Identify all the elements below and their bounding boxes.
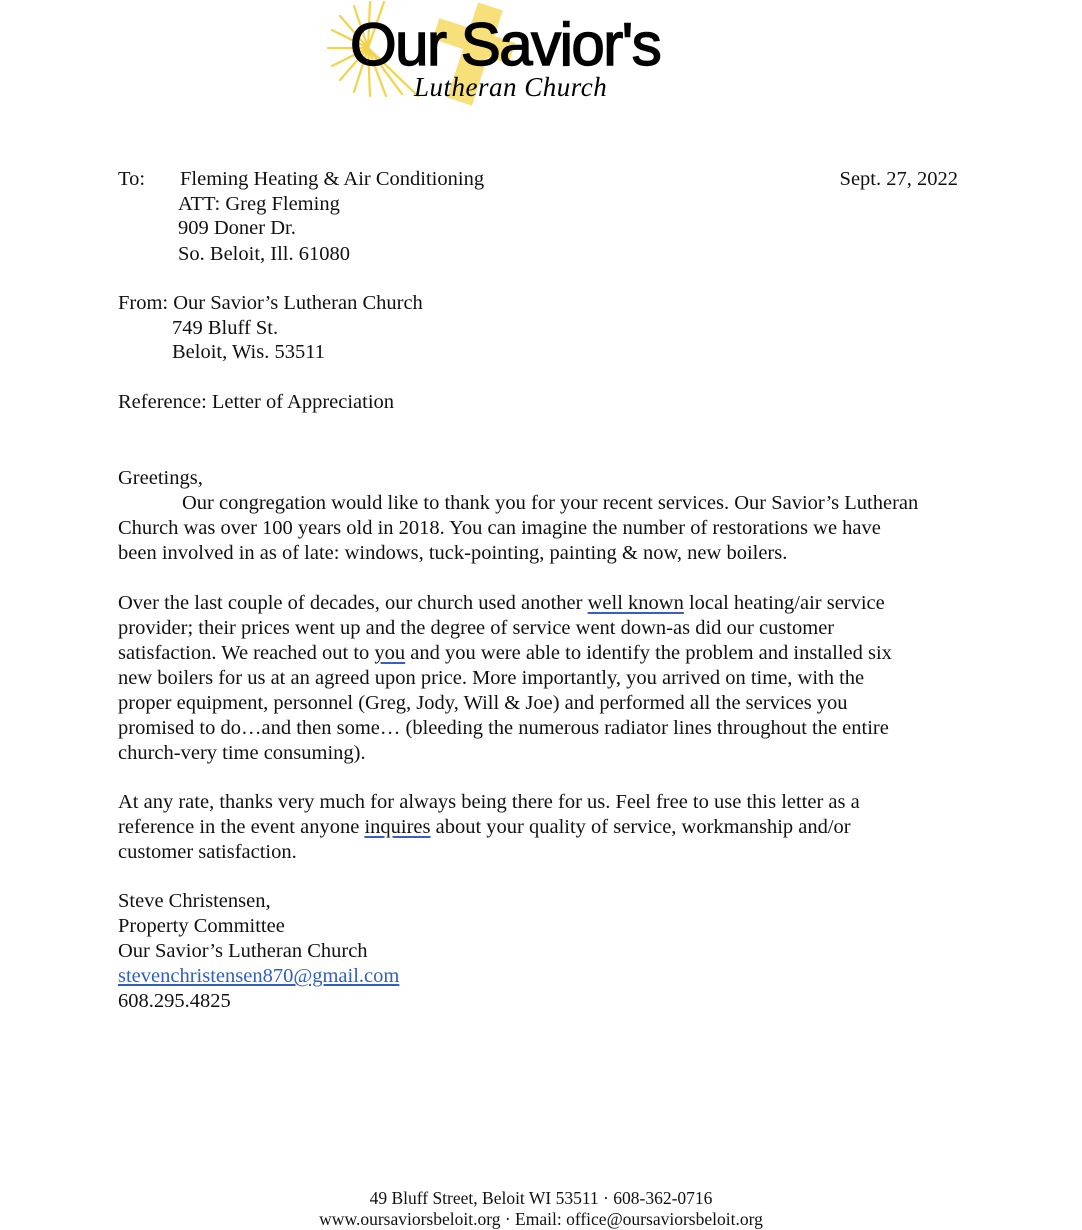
text-run: about your quality of service, workmanship and/or [430,816,851,838]
reference-line: Reference: Letter of Appreciation [118,391,395,413]
grammar-flag-well-known[interactable]: well known [587,592,684,614]
signer-phone: 608.295.4825 [118,990,231,1012]
paragraph-line: been involved in as of late: windows, tuck-pointing, painting & now, new boilers. [118,542,788,564]
footer-address: 49 Bluff Street, Beloit WI 53511 · 608-362-0716 [369,1188,713,1208]
signature-block [118,889,968,1014]
recipient-city: So. Beloit, Ill. 61080 [178,243,350,265]
text-run: satisfaction. We reached out to [118,642,375,664]
grammar-flag-inquires[interactable]: inquires [364,816,431,838]
paragraph-line [118,641,968,666]
logo-wordmark: Our Savior's [350,11,661,78]
paragraph-line: proper equipment, personnel (Greg, Jody, Will & Joe) and performed all the services you [118,692,848,714]
sender-name: From: Our Savior’s Lutheran Church [118,292,423,314]
paragraph-closing [118,790,968,865]
paragraph-line [118,591,968,616]
greeting: Greetings, [118,467,203,489]
footer-contact: www.oursaviorsbeloit.org · Email: office@oursaviorsbeloit.org [319,1209,763,1229]
to-label: To: [118,168,146,190]
paragraph-line: new boilers for us at an agreed upon price. More importantly, you arrived on time, with the [118,667,865,689]
recipient-street: 909 Doner Dr. [178,217,296,239]
church-logo [322,0,682,108]
sender-city: Beloit, Wis. 53511 [172,341,325,363]
signer-org: Our Savior’s Lutheran Church [118,940,368,962]
paragraph-service [118,591,968,766]
sender-street: 749 Bluff St. [172,317,279,339]
recipient-company: Fleming Heating & Air Conditioning [180,168,485,190]
signer-email-link[interactable]: stevenchristensen870@gmail.com [118,965,400,987]
grammar-flag-you[interactable]: you [374,642,406,664]
text-run: local heating/air service [683,592,885,614]
text-run: and you were able to identify the problem and installed six [405,642,892,664]
paragraph-intro [118,466,968,566]
paragraph-line: promised to do…and then some… (bleeding the numerous radiator lines throughout the entire [118,717,889,739]
paragraph-line: customer satisfaction. [118,841,297,863]
paragraph-line: provider; their prices went up and the degree of service went down-as did our customer [118,617,835,639]
recipient-attention: ATT: Greg Fleming [178,193,340,215]
paragraph-line [118,815,968,840]
paragraph-line: Our congregation would like to thank you for your recent services. Our Savior’s Lutheran [182,492,919,514]
logo-subtitle: Lutheran Church [414,72,608,102]
paragraph-line: Church was over 100 years old in 2018. You can imagine the number of restorations we have [118,517,881,539]
signer-name: Steve Christensen, [118,890,271,912]
paragraph-line: At any rate, thanks very much for always being there for us. Feel free to use this letter as a [118,791,860,813]
letter-date: Sept. 27, 2022 [839,168,958,190]
signer-title: Property Committee [118,915,285,937]
text-run: reference in the event anyone [118,816,365,838]
paragraph-line: church-very time consuming). [118,742,366,764]
text-run: Over the last couple of decades, our church used another [118,592,588,614]
